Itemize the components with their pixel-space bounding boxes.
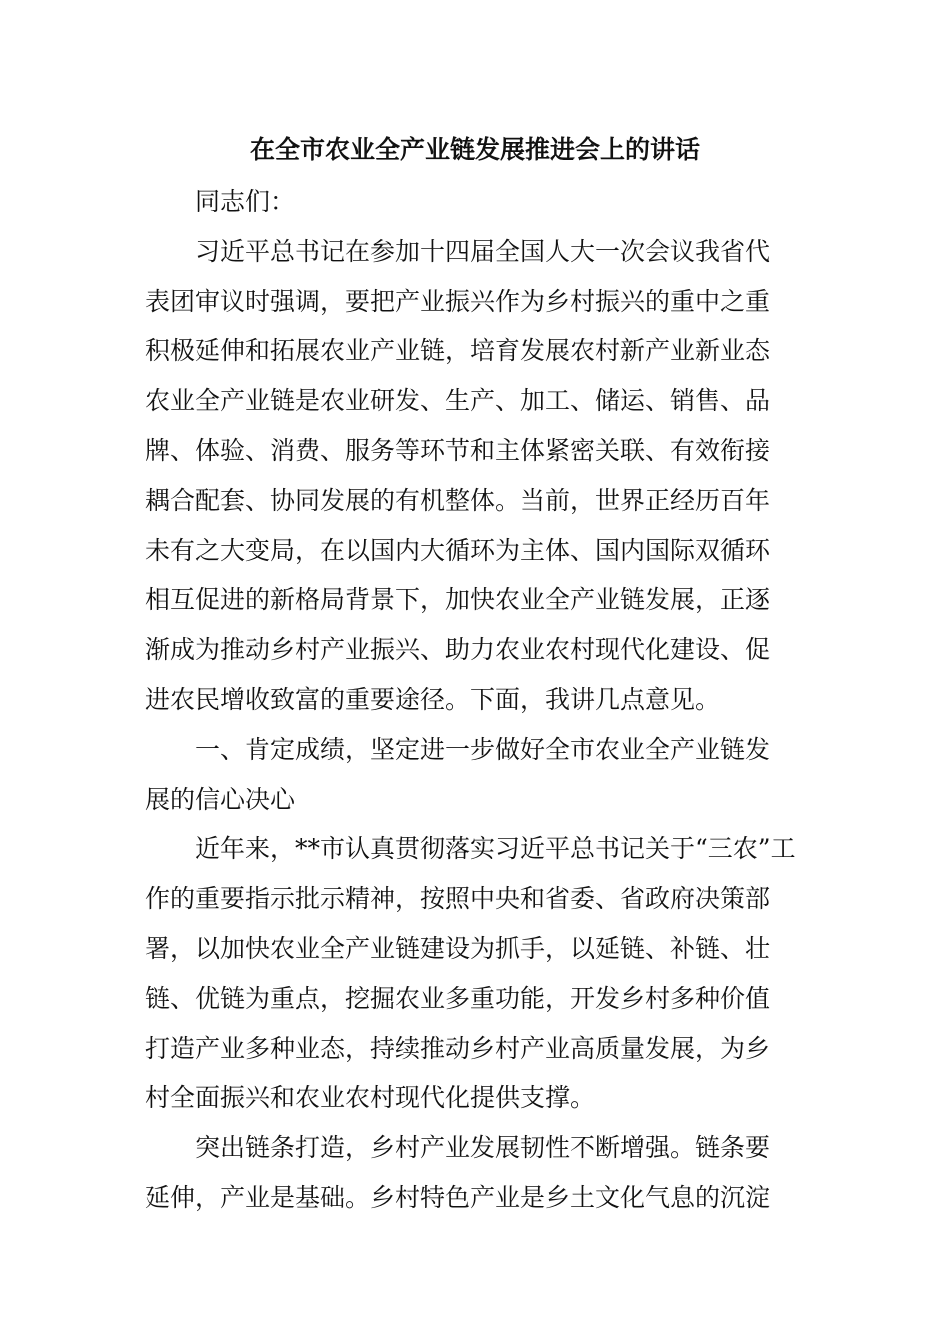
text-line: 突出链条打造，乡村产业发展韧性不断增强。链条要 [195,1133,771,1163]
text-line: 农业全产业链是农业研发、生产、加工、储运、销售、品 [145,386,771,416]
text-line: 渐成为推动乡村产业振兴、助力农业农村现代化建设、促 [145,635,771,665]
text-line: 近年来，**市认真贯彻落实习近平总书记关于“三农”工 [195,834,796,864]
text-line: 延伸，产业是基础。乡村特色产业是乡土文化气息的沉淀 [145,1182,771,1212]
text-line: 链、优链为重点，挖掘农业多重功能，开发乡村多种价值 [145,983,771,1013]
text-line: 署，以加快农业全产业链建设为抓手，以延链、补链、壮 [145,933,771,963]
text-line: 耦合配套、协同发展的有机整体。当前，世界正经历百年 [145,485,771,515]
text-line: 一、肯定成绩，坚定进一步做好全市农业全产业链发 [195,734,771,764]
text-line: 进农民增收致富的重要途径。下面，我讲几点意见。 [145,684,721,714]
text-line: 未有之大变局，在以国内大循环为主体、国内国际双循环 [145,535,771,565]
text-line: 积极延伸和拓展农业产业链，培育发展农村新产业新业态 [145,336,771,366]
text-line: 相互促进的新格局背景下，加快农业全产业链发展，正逐 [145,585,771,615]
text-line: 牌、体验、消费、服务等环节和主体紧密关联、有效衔接 [145,435,771,465]
document-title: 在全市农业全产业链发展推进会上的讲话 [249,135,700,164]
text-line: 展的信心决心 [145,784,296,814]
text-line: 村全面振兴和农业农村现代化提供支撑。 [145,1083,596,1113]
document-body [145,177,807,1223]
text-line: 习近平总书记在参加十四届全国人大一次会议我省代 [195,236,771,266]
text-line: 打造产业多种业态，持续推动乡村产业高质量发展，为乡 [145,1033,771,1063]
text-line: 表团审议时强调，要把产业振兴作为乡村振兴的重中之重 [145,286,771,316]
text-line: 同志们： [195,187,296,216]
text-line: 作的重要指示批示精神，按照中央和省委、省政府决策部 [145,884,771,914]
